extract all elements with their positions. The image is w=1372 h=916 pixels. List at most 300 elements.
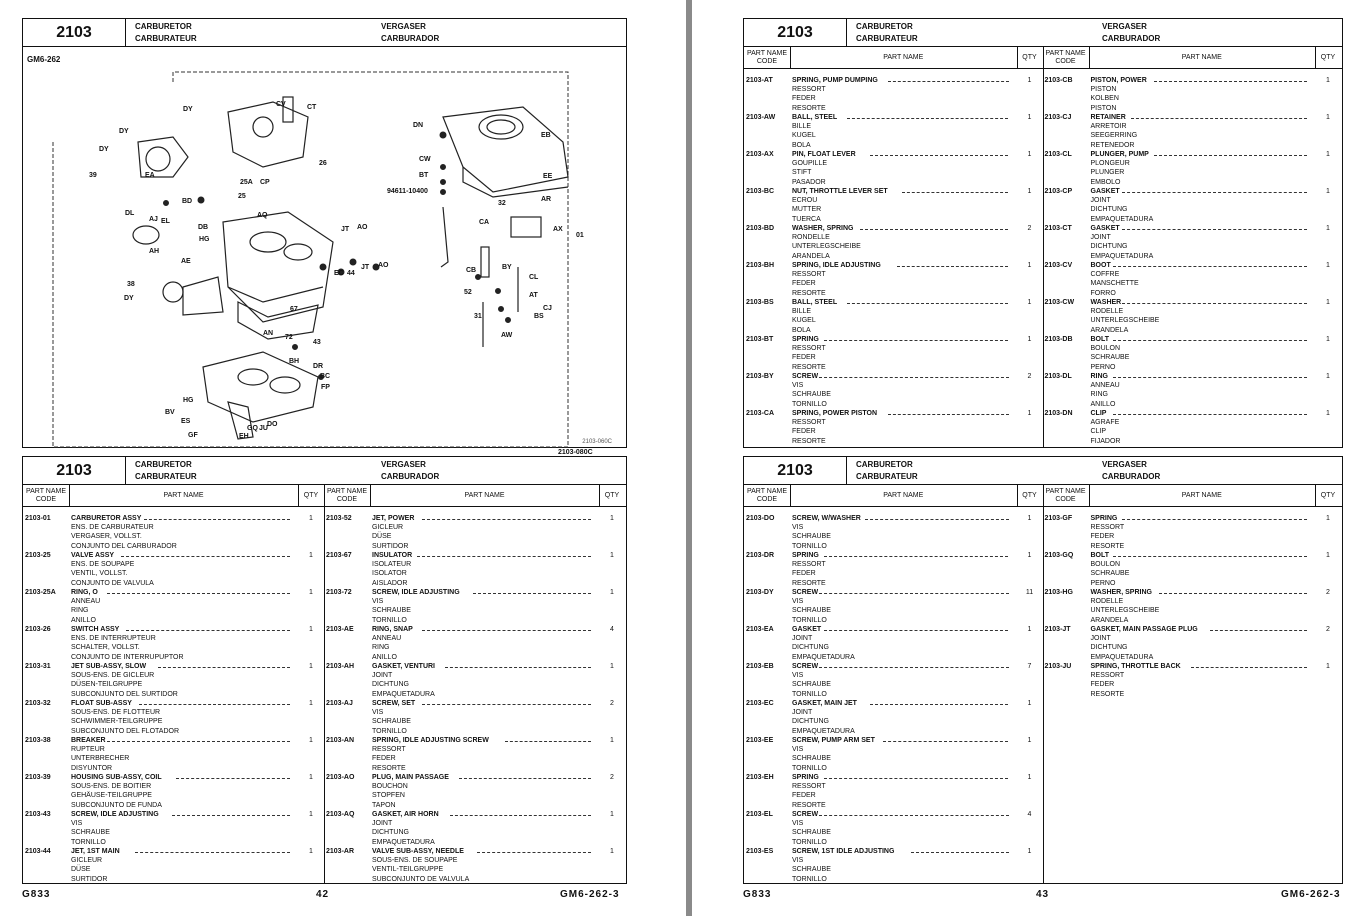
leader-line [883, 741, 1008, 742]
part-names [1091, 588, 1160, 625]
part-name-line: GASKET [1090, 225, 1120, 232]
part-name-line: RESSORT [372, 746, 406, 754]
callout-label: BC [320, 373, 331, 380]
callout-label: 43 [313, 339, 321, 346]
part-name-line: SCHRAUBE [792, 866, 831, 874]
part-name-line: WASHER, SPRING [792, 225, 854, 232]
part-qty: 4 [610, 626, 614, 633]
part-name-line: WASHER, SPRING [1090, 589, 1152, 596]
part-name-line: SUBCONJUNTO DEL SURTIDOR [71, 690, 178, 698]
leader-line [422, 704, 591, 705]
part-name-line: TORNILLO [71, 838, 106, 846]
part-name-line: DÜSEN-TEILGRUPPE [71, 681, 143, 689]
diaphragm-part [133, 226, 223, 315]
part-name-line: BOULON [1090, 561, 1121, 569]
part-name-line: SCHWIMMER-TEILGRUPPE [71, 718, 163, 726]
part-name-line: ANILLO [71, 616, 96, 624]
part-qty: 1 [610, 663, 614, 670]
part-name-line: AISLADOR [372, 579, 408, 587]
part-name-line: RESORTE [372, 764, 406, 772]
part-name-line: FIJADOR [1090, 437, 1121, 445]
leader-line [860, 229, 1008, 230]
part-name-line: CONJUNTO DE INTERRUPUPTOR [71, 653, 184, 661]
part-name-line: RESORTE [792, 104, 826, 112]
callout-label: BV [165, 409, 175, 416]
part-name-line: SCHRAUBE [372, 607, 411, 615]
part-qty: 1 [610, 811, 614, 818]
part-name-line: PLONGEUR [1090, 160, 1130, 168]
part-qty: 7 [1027, 663, 1032, 670]
choke-housing-part [138, 97, 308, 177]
part-name-line: SUBCONJUNTO DEL FLOTADOR [71, 727, 179, 735]
part-name-line: VENTIL, VOLLST. [71, 570, 128, 578]
callout-label: CL [529, 274, 539, 281]
part-name-line: TUERCA [792, 215, 821, 223]
col-qty-header: QTY [1320, 53, 1336, 61]
part-qty: 1 [309, 589, 313, 596]
part-qty: 2 [1326, 589, 1330, 596]
part-name-line: JOINT [1090, 635, 1111, 643]
part-name-line: SUBCONJUNTO DE VALVULA [372, 875, 470, 883]
part-code: 2103-CV [1044, 262, 1073, 269]
part-code: 2103-AX [746, 151, 774, 158]
part-name-line: SCHRAUBE [792, 533, 831, 541]
part-name-line: WASHER [1090, 299, 1122, 306]
leader-line [888, 414, 1009, 415]
part-name-line: BOUCHON [372, 783, 408, 791]
part-name-line: SCREW, PUMP ARM SET [792, 737, 875, 744]
part-name-line: ANNEAU [1090, 382, 1120, 390]
part-qty: 1 [309, 737, 313, 744]
col-code-header: PART NAME CODE [1045, 487, 1086, 503]
part-qty: 2 [1326, 626, 1330, 633]
part-name-line: SCREW, SET [372, 700, 416, 707]
part-qty: 2 [610, 774, 614, 781]
part-name-line: VALVE SUB-ASSY, NEEDLE [372, 848, 464, 855]
part-row [324, 588, 625, 625]
callout-label: DL [125, 210, 135, 217]
part-name-line: PLUG, MAIN PASSAGE [372, 774, 449, 781]
part-name-line: CONJUNTO DEL CARBURADOR [71, 542, 177, 550]
part-qty: 1 [610, 552, 614, 559]
part-name-line: SCHRAUBE [1090, 354, 1130, 362]
part-name-line: JOINT [1090, 197, 1111, 205]
title-en: CARBURETOR [135, 460, 192, 469]
part-name-line: BOOT [1090, 262, 1111, 269]
part-qty: 1 [309, 774, 313, 781]
part-name-line: RING [1090, 373, 1108, 380]
part-qty: 1 [1027, 515, 1032, 522]
part-name-line: ANNEAU [372, 635, 402, 643]
part-name-line: ENS. DE INTERRUPTEUR [71, 635, 156, 643]
part-names [792, 335, 826, 372]
part-name-line: KOLBEN [1090, 95, 1119, 103]
part-name-line: GASKET, AIR HORN [372, 811, 439, 818]
part-name-line: AGRAFE [1090, 419, 1120, 427]
part-name-line: SURTIDOR [372, 542, 409, 550]
part-name-line: ARANDELA [792, 252, 830, 260]
part-names [792, 736, 875, 773]
part-name-line: SPRING, POWER PISTON [792, 410, 878, 417]
part-row [324, 773, 625, 810]
part-name-line: PASADOR [792, 178, 826, 186]
part-name-line: PISTON [1090, 86, 1117, 94]
part-name-line: COFFRE [1090, 271, 1120, 279]
part-code: 2103-CP [1044, 188, 1073, 195]
part-name-line: VIS [792, 672, 804, 680]
leader-line [107, 741, 290, 742]
part-qty: 1 [1027, 737, 1032, 744]
leader-line [1113, 556, 1307, 557]
part-qty: 1 [1326, 262, 1330, 269]
part-qty: 1 [1326, 77, 1330, 84]
callout-label: HG [199, 236, 210, 243]
part-name-line: GICLEUR [71, 857, 103, 865]
part-name-line: CONJUNTO DE VALVULA [71, 579, 154, 587]
part-qty: 1 [1326, 410, 1330, 417]
leader-line [172, 815, 290, 816]
leader-line [144, 519, 290, 520]
part-qty: 1 [1027, 552, 1032, 559]
part-names [792, 514, 861, 551]
part-name-line: JOINT [1090, 234, 1111, 242]
part-name-line: ENS. DE CARBURATEUR [71, 524, 154, 532]
part-row [744, 187, 1043, 224]
part-name-line: BILLE [792, 123, 812, 131]
part-name-line: SCHRAUBE [792, 681, 831, 689]
part-names [372, 699, 415, 736]
part-name-line: GICLEUR [372, 524, 404, 532]
part-name-line: BREAKER [71, 737, 106, 744]
part-row [1043, 551, 1342, 588]
title-fr: CARBURATEUR [135, 34, 197, 43]
part-row [23, 699, 324, 736]
part-qty: 1 [1326, 188, 1330, 195]
part-qty: 1 [1027, 410, 1032, 417]
part-name-line: EMPAQUETADURA [1090, 215, 1154, 223]
leader-line [870, 704, 1009, 705]
part-name-line: SCHRAUBE [372, 718, 411, 726]
leader-line [1122, 229, 1307, 230]
part-name-line: JET, 1ST MAIN [71, 848, 120, 855]
part-code: 2103-CW [1044, 299, 1075, 306]
table-header [23, 457, 626, 485]
col-qty-header: QTY [1320, 491, 1336, 499]
callout-label: AE [181, 258, 191, 265]
part-name-line: NUT, THROTTLE LEVER SET [792, 188, 888, 195]
callout-label: 94611-10400 [387, 188, 428, 195]
leader-line [911, 852, 1009, 853]
leader-line [1210, 630, 1308, 631]
part-name-line: DICHTUNG [1090, 206, 1128, 214]
leader-line [473, 593, 591, 594]
part-name-line: FEDER [792, 570, 816, 578]
title-de: VERGASER [1102, 460, 1147, 469]
section-number: 2103 [744, 457, 847, 484]
footer-doc-ref: GM6-262-3 [560, 889, 620, 900]
callout-label: HG [183, 397, 194, 404]
part-row [23, 736, 324, 773]
callout-label: BY [502, 264, 512, 271]
part-row [1043, 335, 1342, 372]
title-en: CARBURETOR [135, 22, 192, 31]
part-name-line: CLIP [1090, 428, 1107, 436]
callout-label: 39 [89, 172, 97, 179]
part-row [744, 335, 1043, 372]
part-code: 2103-AT [746, 77, 773, 84]
part-name-line: PERNO [1090, 363, 1116, 371]
part-name-line: DICHTUNG [1090, 644, 1128, 652]
part-row [324, 736, 625, 773]
part-name-line: SPRING, IDLE ADJUSTING SCREW [372, 737, 489, 744]
part-names [792, 298, 837, 335]
callout-label: 32 [498, 200, 506, 207]
leader-line [477, 852, 591, 853]
callout-label: GF [188, 432, 198, 439]
part-names [372, 847, 469, 884]
leader-line [422, 630, 591, 631]
part-name-line: JET, POWER [372, 515, 415, 522]
part-code: 2103-CA [746, 410, 775, 417]
leader-line [445, 667, 591, 668]
part-code: 2103-DL [1044, 373, 1072, 380]
callout-label: 25 [238, 193, 246, 200]
part-name-line: RODELLE [1090, 308, 1124, 316]
callout-label: 67 [290, 306, 298, 313]
part-name-line: DÜSE [71, 866, 91, 874]
part-name-line: JOINT [372, 672, 393, 680]
part-name-line: SOUS-ENS. DE SOUPAPE [372, 857, 458, 865]
leader-line [1154, 81, 1307, 82]
part-name-line: EMPAQUETADURA [792, 653, 855, 661]
part-row [1043, 76, 1342, 113]
part-name-line: DICHTUNG [792, 718, 829, 726]
part-name-line: VIS [792, 820, 804, 828]
leader-line [1159, 593, 1307, 594]
part-name-line: DICHTUNG [792, 644, 829, 652]
part-names [1091, 113, 1138, 150]
leader-line [1122, 303, 1307, 304]
callout-label: CA [479, 219, 490, 226]
callout-label: EB [541, 132, 551, 139]
part-name-line: SCREW, IDLE ADJUSTING [71, 811, 159, 818]
part-name-line: TORNILLO [372, 616, 407, 624]
part-name-line: CARBURETOR ASSY [71, 515, 142, 522]
part-name-line: RESORTE [792, 289, 826, 297]
part-name-line: BALL, STEEL [792, 114, 838, 121]
part-qty: 1 [610, 848, 614, 855]
part-code: 2103-EA [746, 626, 774, 633]
part-name-line: JOINT [372, 820, 393, 828]
callout-label: CV [276, 101, 286, 108]
part-name-line: FEDER [792, 792, 816, 800]
part-code: 2103-AO [326, 774, 355, 781]
part-name-line: ANNEAU [71, 598, 101, 606]
part-name-line: SCHRAUBE [1090, 570, 1130, 578]
part-name-line: MUTTER [792, 206, 822, 214]
part-name-line: STIFT [792, 169, 812, 177]
part-name-line: UNTERLEGSCHEIBE [1090, 607, 1160, 615]
callout-label: BT [419, 172, 429, 179]
leader-line [819, 667, 1009, 668]
part-name-line: SCREW, W/WASHER [792, 515, 861, 522]
leader-line [847, 118, 1009, 119]
part-row [1043, 372, 1342, 409]
section-number: 2103 [744, 19, 847, 46]
part-code: 2103-AN [326, 737, 355, 744]
leader-line [902, 192, 1009, 193]
part-row [1043, 261, 1342, 298]
callout-label: 01 [576, 232, 584, 239]
callout-label: DB [198, 224, 209, 231]
callout-label: 72 [285, 334, 293, 341]
part-name-line: DICHTUNG [372, 681, 409, 689]
leader-line [870, 155, 1009, 156]
part-name-line: SPRING [792, 552, 819, 559]
leader-line [824, 340, 1009, 341]
callout-label: DR [313, 363, 324, 370]
leader-line [888, 81, 1009, 82]
table-header [744, 19, 1342, 47]
part-name-line: RESORTE [792, 437, 826, 445]
part-name-line: ENS. DE SOUPAPE [71, 561, 135, 569]
col-qty-header: QTY [1022, 491, 1037, 499]
part-names [372, 551, 412, 588]
part-name-line: SCREW [792, 589, 819, 596]
part-name-line: TORNILLO [792, 542, 827, 550]
part-qty: 1 [1326, 515, 1330, 522]
leader-line [1122, 519, 1307, 520]
part-code: 2103-GF [1044, 515, 1073, 522]
callout-label: ES [181, 418, 191, 425]
callout-label: CB [466, 267, 477, 274]
callout-label: DO [267, 421, 278, 428]
part-name-line: FLOAT SUB-ASSY [71, 700, 132, 707]
part-row [23, 810, 324, 847]
part-row [744, 810, 1043, 847]
part-name-line: MANSCHETTE [1090, 280, 1139, 288]
part-code: 2103-52 [326, 515, 352, 522]
part-code: 2103-31 [25, 663, 51, 670]
part-qty: 1 [610, 589, 614, 596]
title-en: CARBURETOR [856, 22, 913, 31]
part-row [744, 514, 1043, 551]
part-name-line: BOLA [792, 141, 811, 149]
leader-line [422, 519, 591, 520]
part-name-line: RONDELLE [792, 234, 830, 242]
part-code: 2103-DR [746, 552, 775, 559]
part-name-line: TORNILLO [792, 616, 827, 624]
part-code: 2103-AW [746, 114, 776, 121]
part-name-line: RING [1090, 391, 1108, 399]
part-name-line: ANILLO [372, 653, 397, 661]
callout-label: GQ [247, 425, 258, 432]
part-name-line: VIS [792, 524, 804, 532]
col-name-header: PART NAME [1181, 491, 1222, 499]
part-name-line: GOUPILLE [792, 160, 828, 168]
part-row [1043, 625, 1342, 662]
part-name-line: SPRING, PUMP DUMPING [792, 77, 878, 84]
leader-line [139, 704, 290, 705]
part-code: 2103-EE [746, 737, 774, 744]
part-name-line: RESORTE [792, 801, 826, 809]
part-code: 2103-DN [1044, 410, 1073, 417]
part-row [744, 113, 1043, 150]
callout-label: EE [543, 173, 553, 180]
part-code: 2103-26 [25, 626, 51, 633]
table-header [744, 457, 1342, 485]
part-name-line: RING [71, 607, 89, 615]
callout-label: AX [553, 226, 563, 233]
part-qty: 1 [1027, 299, 1032, 306]
leader-line [1191, 667, 1307, 668]
part-row [744, 261, 1043, 298]
part-name-line: GASKET, MAIN PASSAGE PLUG [1090, 626, 1198, 633]
callout-label: BS [534, 313, 544, 320]
part-names [372, 514, 414, 551]
part-name-line: SWITCH ASSY [71, 626, 120, 633]
part-name-line: SOUS-ENS. DE BOITIER [71, 783, 152, 791]
col-name-header: PART NAME [163, 491, 204, 499]
part-qty: 1 [1326, 151, 1330, 158]
part-name-line: RESSORT [792, 561, 826, 569]
callout-label: EH [239, 433, 249, 440]
callout-label: AO [378, 262, 389, 269]
part-name-line: RESSORT [792, 419, 826, 427]
footer-left-code: G833 [22, 889, 51, 900]
part-name-line: BOLT [1090, 336, 1110, 343]
part-name-line: ARANDELA [1090, 326, 1129, 334]
part-name-line: RODELLE [1090, 598, 1124, 606]
part-name-line: SCREW [792, 373, 819, 380]
part-code: 2103-25A [25, 589, 56, 596]
part-name-line: SPRING [792, 774, 819, 781]
part-name-line: RESSORT [792, 345, 826, 353]
part-name-line: SCHALTER, VOLLST. [71, 644, 140, 652]
callout-label: 25A [240, 179, 253, 186]
part-code: 2103-CL [1044, 151, 1072, 158]
part-name-line: SOUS-ENS. DE FLOTTEUR [71, 709, 161, 717]
part-names [372, 773, 449, 810]
callout-label: AH [149, 248, 160, 255]
part-code: 2103-BS [746, 299, 774, 306]
part-row [324, 847, 625, 884]
leader-line [158, 667, 290, 668]
callout-label: 38 [127, 281, 135, 288]
leader-line [121, 556, 290, 557]
part-qty: 4 [1027, 811, 1032, 818]
part-name-line: FEDER [1090, 681, 1115, 689]
title-de: VERGASER [381, 460, 426, 469]
part-name-line: VIS [792, 746, 804, 754]
footer-page-number: 42 [316, 889, 330, 900]
part-row [1043, 224, 1342, 261]
part-name-line: VIS [372, 709, 384, 717]
callout-label: AT [529, 292, 538, 299]
illustration-header [23, 19, 626, 47]
part-code: 2103-JU [1044, 663, 1072, 670]
part-code: 2103-DO [746, 515, 775, 522]
part-name-line: SCHRAUBE [792, 607, 831, 615]
part-name-line: JET SUB-ASSY, SLOW [71, 663, 147, 670]
column-divider [1315, 47, 1316, 69]
part-code: 2103-01 [25, 515, 51, 522]
part-name-line: RESSORT [1090, 672, 1125, 680]
callout-label: CP [260, 179, 270, 186]
part-name-line: SCREW, 1ST IDLE ADJUSTING [792, 848, 895, 855]
part-name-line: SCREW, IDLE ADJUSTING [372, 589, 460, 596]
part-names [372, 662, 435, 699]
